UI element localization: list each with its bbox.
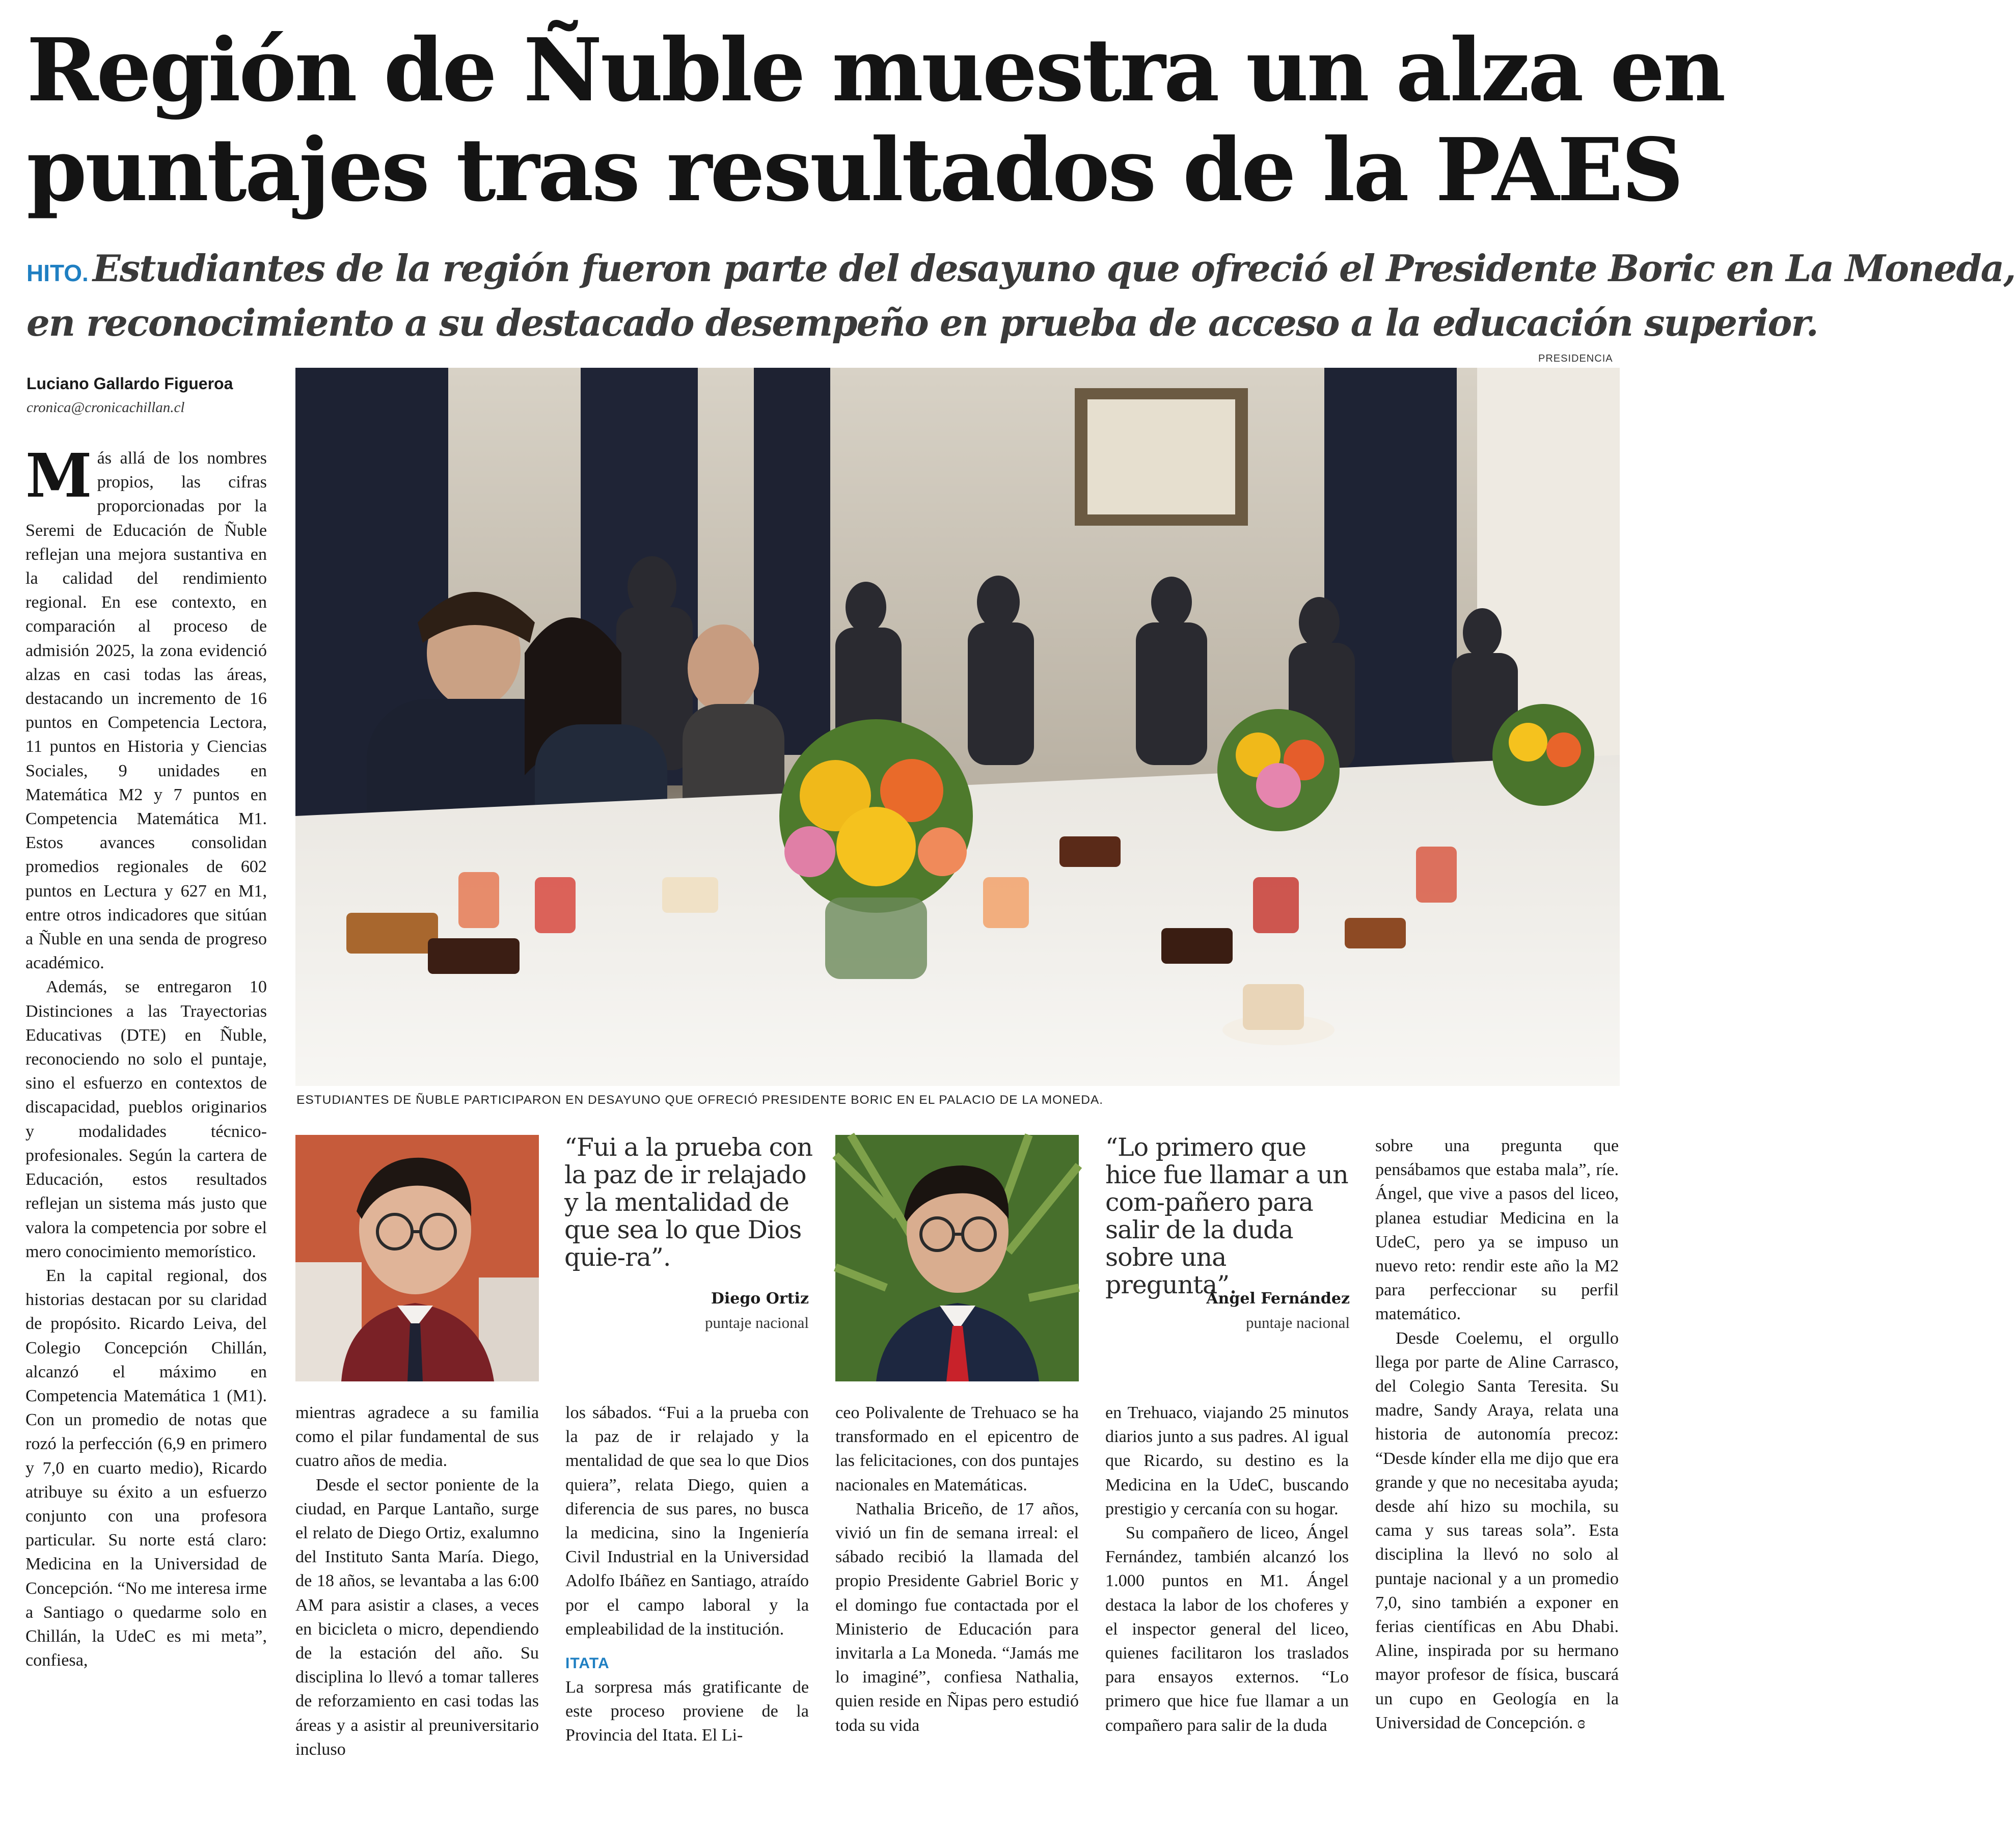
headline-line-1: Región de Ñuble muestra un alza en xyxy=(26,19,1724,121)
pull-quote-angel-role: puntaje nacional xyxy=(1246,1314,1350,1331)
paragraph: los sábados. “Fui a la prueba con la paz de ir relajado y la mentalidad de que sea lo que Dios quiera”, relata Diego, quien a diferencia de sus pares, no busca la medicina, sino la Ingeniería Civil Industrial en la Universidad Adolfo Ibáñez en Santiago, atraído por el campo laboral y la empleabilidad de la institución. xyxy=(565,1403,809,1639)
byline-author: Luciano Gallardo Figueroa xyxy=(26,374,233,393)
photo-credit: PRESIDENCIA xyxy=(1538,353,1613,364)
article-column-4 xyxy=(835,1401,1079,1737)
byline-email: cronica@cronicachillan.cl xyxy=(26,399,185,416)
paragraph: sobre una pregunta que pensábamos que estaba mala”, ríe. Ángel, que vive a pasos del liceo, planea estudiar Medicina en la UdeC, pero ya se impuso un nuevo reto: rendir este año la M2 para perfeccionar su perfil matemático. xyxy=(1375,1136,1619,1324)
kicker-label: HITO. xyxy=(26,260,89,286)
breakfast-photo-illustration xyxy=(295,368,1620,1086)
pull-quote-diego: “Fui a la prueba con la paz de ir relajado y la mentalidad de que sea lo que Dios quie-ra”. xyxy=(564,1133,813,1272)
article-column-5 xyxy=(1105,1401,1349,1737)
paragraph: Desde Coelemu, el orgullo llega por parte de Aline Carrasco, del Colegio Santa Teresita. Su madre, Sandy Araya, relata una historia de autonomía precoz: “Desde kínder ella me dijo que era grande y que no necesitaba ayuda; desde ahí hizo su mochila, su cama y sus tareas sola”. Esta disciplina la llevó no solo al puntaje nacional y a un promedio 7,0, sino también a exponer en ferias científicas en Abu Dhabi. Aline, inspirada por su hermano mayor profesor de física, buscará un cupo en Geología en la Universidad de Concepción. xyxy=(1375,1328,1619,1732)
headline xyxy=(26,19,1724,221)
portrait-illustration xyxy=(835,1135,1079,1381)
paragraph: Nathalia Briceño, de 17 años, vivió un fin de semana irreal: el sábado recibió la llamada del propio Presidente Gabriel Boric y el domingo fue contactada por el Ministerio de Educación para invitarla a La Moneda. “Jamás me lo imaginé”, confiesa Nathalia, quien reside en Ñipas pero estudió toda su vida xyxy=(835,1499,1079,1735)
paragraph: ceo Polivalente de Trehuaco se ha transformado en el epicentro de las felicitaciones, con dos puntajes nacionales en Matemáticas. xyxy=(835,1403,1079,1494)
section-tag-itata: ITATA xyxy=(565,1655,610,1672)
subhead-line-2: en reconocimiento a su destacado desempeño en prueba de acceso a la educación superior. xyxy=(26,301,1818,344)
article-column-6 xyxy=(1375,1134,1619,1735)
subhead xyxy=(26,243,2015,348)
paragraph: En la capital regional, dos historias destacan por su claridad de propósito. Ricardo Leiva, del Colegio Concepción Chillán, alcanzó el máximo en Competencia Matemática 1 (M1). Con un promedio de notas que rozó la perfección (6,9 en primero y 7,0 en cuarto medio), Ricardo atribuye su éxito a un esfuerzo conjunto con una profesora particular. Su norte está claro: Medicina en la Universidad de Concepción. “No me interesa irme a Santiago o quedarme solo en Chillán, la UdeC es mi meta”, confiesa, xyxy=(25,1266,267,1670)
portrait-angel-fernandez xyxy=(835,1135,1079,1381)
portrait-diego-ortiz xyxy=(295,1135,539,1381)
subhead-text-1: Estudiantes de la región fueron parte del desayuno que ofreció el Presidente Boric en La Moneda, xyxy=(92,247,2015,290)
drop-cap: M xyxy=(25,440,92,511)
photo-caption: ESTUDIANTES DE ÑUBLE PARTICIPARON EN DESAYUNO QUE OFRECIÓ PRESIDENTE BORIC EN EL PALACIO DE LA MONEDA. xyxy=(296,1093,1104,1107)
paragraph: ás allá de los nombres propios, las cifras proporcionadas por la Seremi de Educación de Ñuble reflejan una mejora sustantiva en la calidad del rendimiento regional. En ese contexto, en comparación al proceso de admisión 2025, la zona evidenció alzas en casi todas las áreas, destacando un incremento de 16 puntos en Competencia Lectora, 11 puntos en Historia y Ciencias Sociales, 9 unidades en Matemática M2 y 7 puntos en Competencia Matemática M1. Estos avances consolidan promedios regionales de 602 puntos en Lectura y 627 en M1, entre otros indicadores que sitúan a Ñuble en una senda de progreso académico. xyxy=(25,449,267,973)
end-mark-icon: ɞ xyxy=(1577,1713,1586,1732)
article-column-1 xyxy=(25,440,267,1672)
portrait-illustration xyxy=(295,1135,539,1381)
paragraph: Desde el sector poniente de la ciudad, en Parque Lantaño, surge el relato de Diego Ortiz, exalumno del Instituto Santa María. Diego, de 18 años, se levantaba a las 6:00 AM para asistir a clases, a veces en bicicleta o micro, dependiendo de la estación del año. Su disciplina lo llevó a tomar talleres de reforzamiento en casi todas las áreas y a asistir al preuniversitario incluso xyxy=(295,1475,539,1759)
pull-quote-diego-role: puntaje nacional xyxy=(705,1314,809,1331)
pull-quote-angel: “Lo primero que hice fue llamar a un com-pañero para salir de la duda sobre una pregunta”. xyxy=(1105,1133,1348,1299)
paragraph: Además, se entregaron 10 Distinciones a las Trayectorias Educativas (DTE) en Ñuble, reconociendo no solo el puntaje, sino el esfuerzo en contextos de discapacidad, pueblos originarios y modalidades técnico-profesionales. Según la cartera de Educación, estos resultados reflejan un sistema más justo que valora la competencia por sobre el mero conocimiento memorístico. xyxy=(25,977,267,1261)
article-column-3 xyxy=(565,1401,809,1748)
subhead-line-1 xyxy=(26,243,2015,298)
pull-quote-diego-name: Diego Ortiz xyxy=(711,1290,809,1308)
paragraph: mientras agradece a su familia como el pilar fundamental de sus cuatro años de media. xyxy=(295,1403,539,1471)
main-photo xyxy=(295,368,1620,1086)
headline-line-2: puntajes tras resultados de la PAES xyxy=(26,119,1682,221)
paragraph: Su compañero de liceo, Ángel Fernández, también alcanzó los 1.000 puntos en M1. Ángel destaca la labor de los choferes y el inspector general del liceo, quienes facilitaron los traslados para ensayos externos. “Lo primero que hice fue llamar a un compañero para salir de la duda xyxy=(1105,1524,1349,1735)
paragraph: La sorpresa más gratificante de este proceso proviene de la Provincia del Itata. El Li- xyxy=(565,1678,809,1745)
article-column-2 xyxy=(295,1401,539,1761)
paragraph: en Trehuaco, viajando 25 minutos diarios junto a sus padres. Al igual que Ricardo, su destino es la Medicina en la UdeC, buscando prestigio y cercanía con su hogar. xyxy=(1105,1403,1349,1518)
pull-quote-angel-name: Ángel Fernández xyxy=(1206,1290,1350,1308)
